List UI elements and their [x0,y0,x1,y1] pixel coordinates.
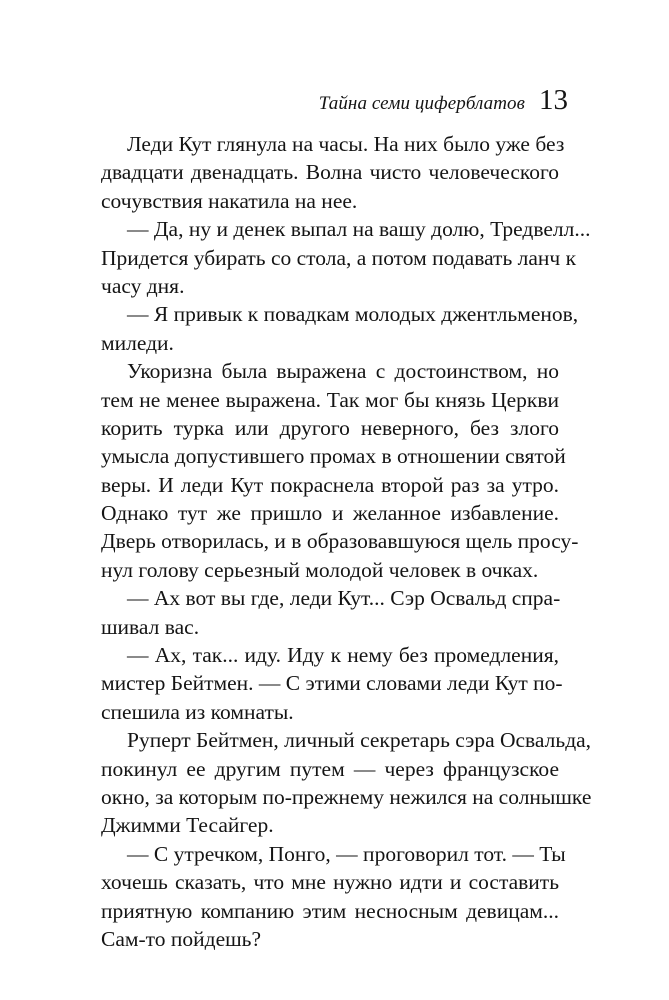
text-line: Дверь отворилась, и в образовавшуюся щель просу- [101,529,579,554]
text-line: миледи. [101,330,174,355]
text-line: Руперт Бейтмен, личный секретарь сэра Освальда, [127,728,592,753]
text-line: мистер Бейтмен. — С этими словами леди Кут по- [101,671,563,696]
running-head [319,86,568,115]
paragraph [101,584,559,641]
text-line: — Я привык к повадкам молодых джентльменов, [127,302,579,327]
page-number: 13 [539,84,568,116]
paragraph [101,130,565,215]
text-line: Придется убирать со стола, а потом подавать ланч к [101,245,577,270]
paragraph [101,840,566,954]
text-line: — Ах, так... иду. Иду к нему без промедления, [127,643,559,668]
text-line: тем не менее выражена. Так мог бы князь Церкви [101,387,559,412]
text-line: приятную компанию этим несносным девицам... [101,898,559,923]
text-line: двадцати двенадцать. Волна чисто человеческого [101,160,559,185]
paragraph [101,641,563,726]
text-line: нул голову серьезный молодой человек в очках. [101,557,539,582]
paragraph [101,726,592,840]
text-line: шивал вас. [101,614,200,639]
text-line: сочувствия накатила на нее. [101,188,358,213]
text-line: корить турка или другого неверного, без злого [101,415,559,440]
text-line: хочешь сказать, что мне нужно идти и составить [101,870,559,895]
text-line: Однако тут же пришло и желанное избавление. [101,501,559,526]
text-line: Леди Кут глянула на часы. На них было уже без [127,132,565,156]
text-line: Сам-то пойдешь? [101,926,262,951]
paragraph [101,357,579,584]
text-line: веры. И леди Кут покраснела второй раз за утро. [101,472,559,497]
text-line: часу дня. [101,273,185,298]
running-title: Тайна семи циферблатов [318,93,525,114]
text-line: покинул ее другим путем — через французское [101,756,559,781]
paragraph [101,300,579,357]
text-line: умысла допустившего промах в отношении святой [101,444,566,469]
text-line: — Да, ну и денек выпал на вашу долю, Тредвелл... [127,217,591,242]
text-line: — С утречком, Понго, — проговорил тот. — Ты [127,841,566,866]
paragraph [101,215,591,300]
text-line: спешила из комнаты. [101,699,294,724]
text-line: Джимми Тесайгер. [101,813,274,838]
text-line: окно, за которым по-прежнему нежился на солнышке [101,784,592,809]
body-text [101,130,592,953]
text-line: — Ах вот вы где, леди Кут... Сэр Освальд спра- [127,586,561,611]
text-line: Укоризна была выражена с достоинством, но [127,359,559,384]
